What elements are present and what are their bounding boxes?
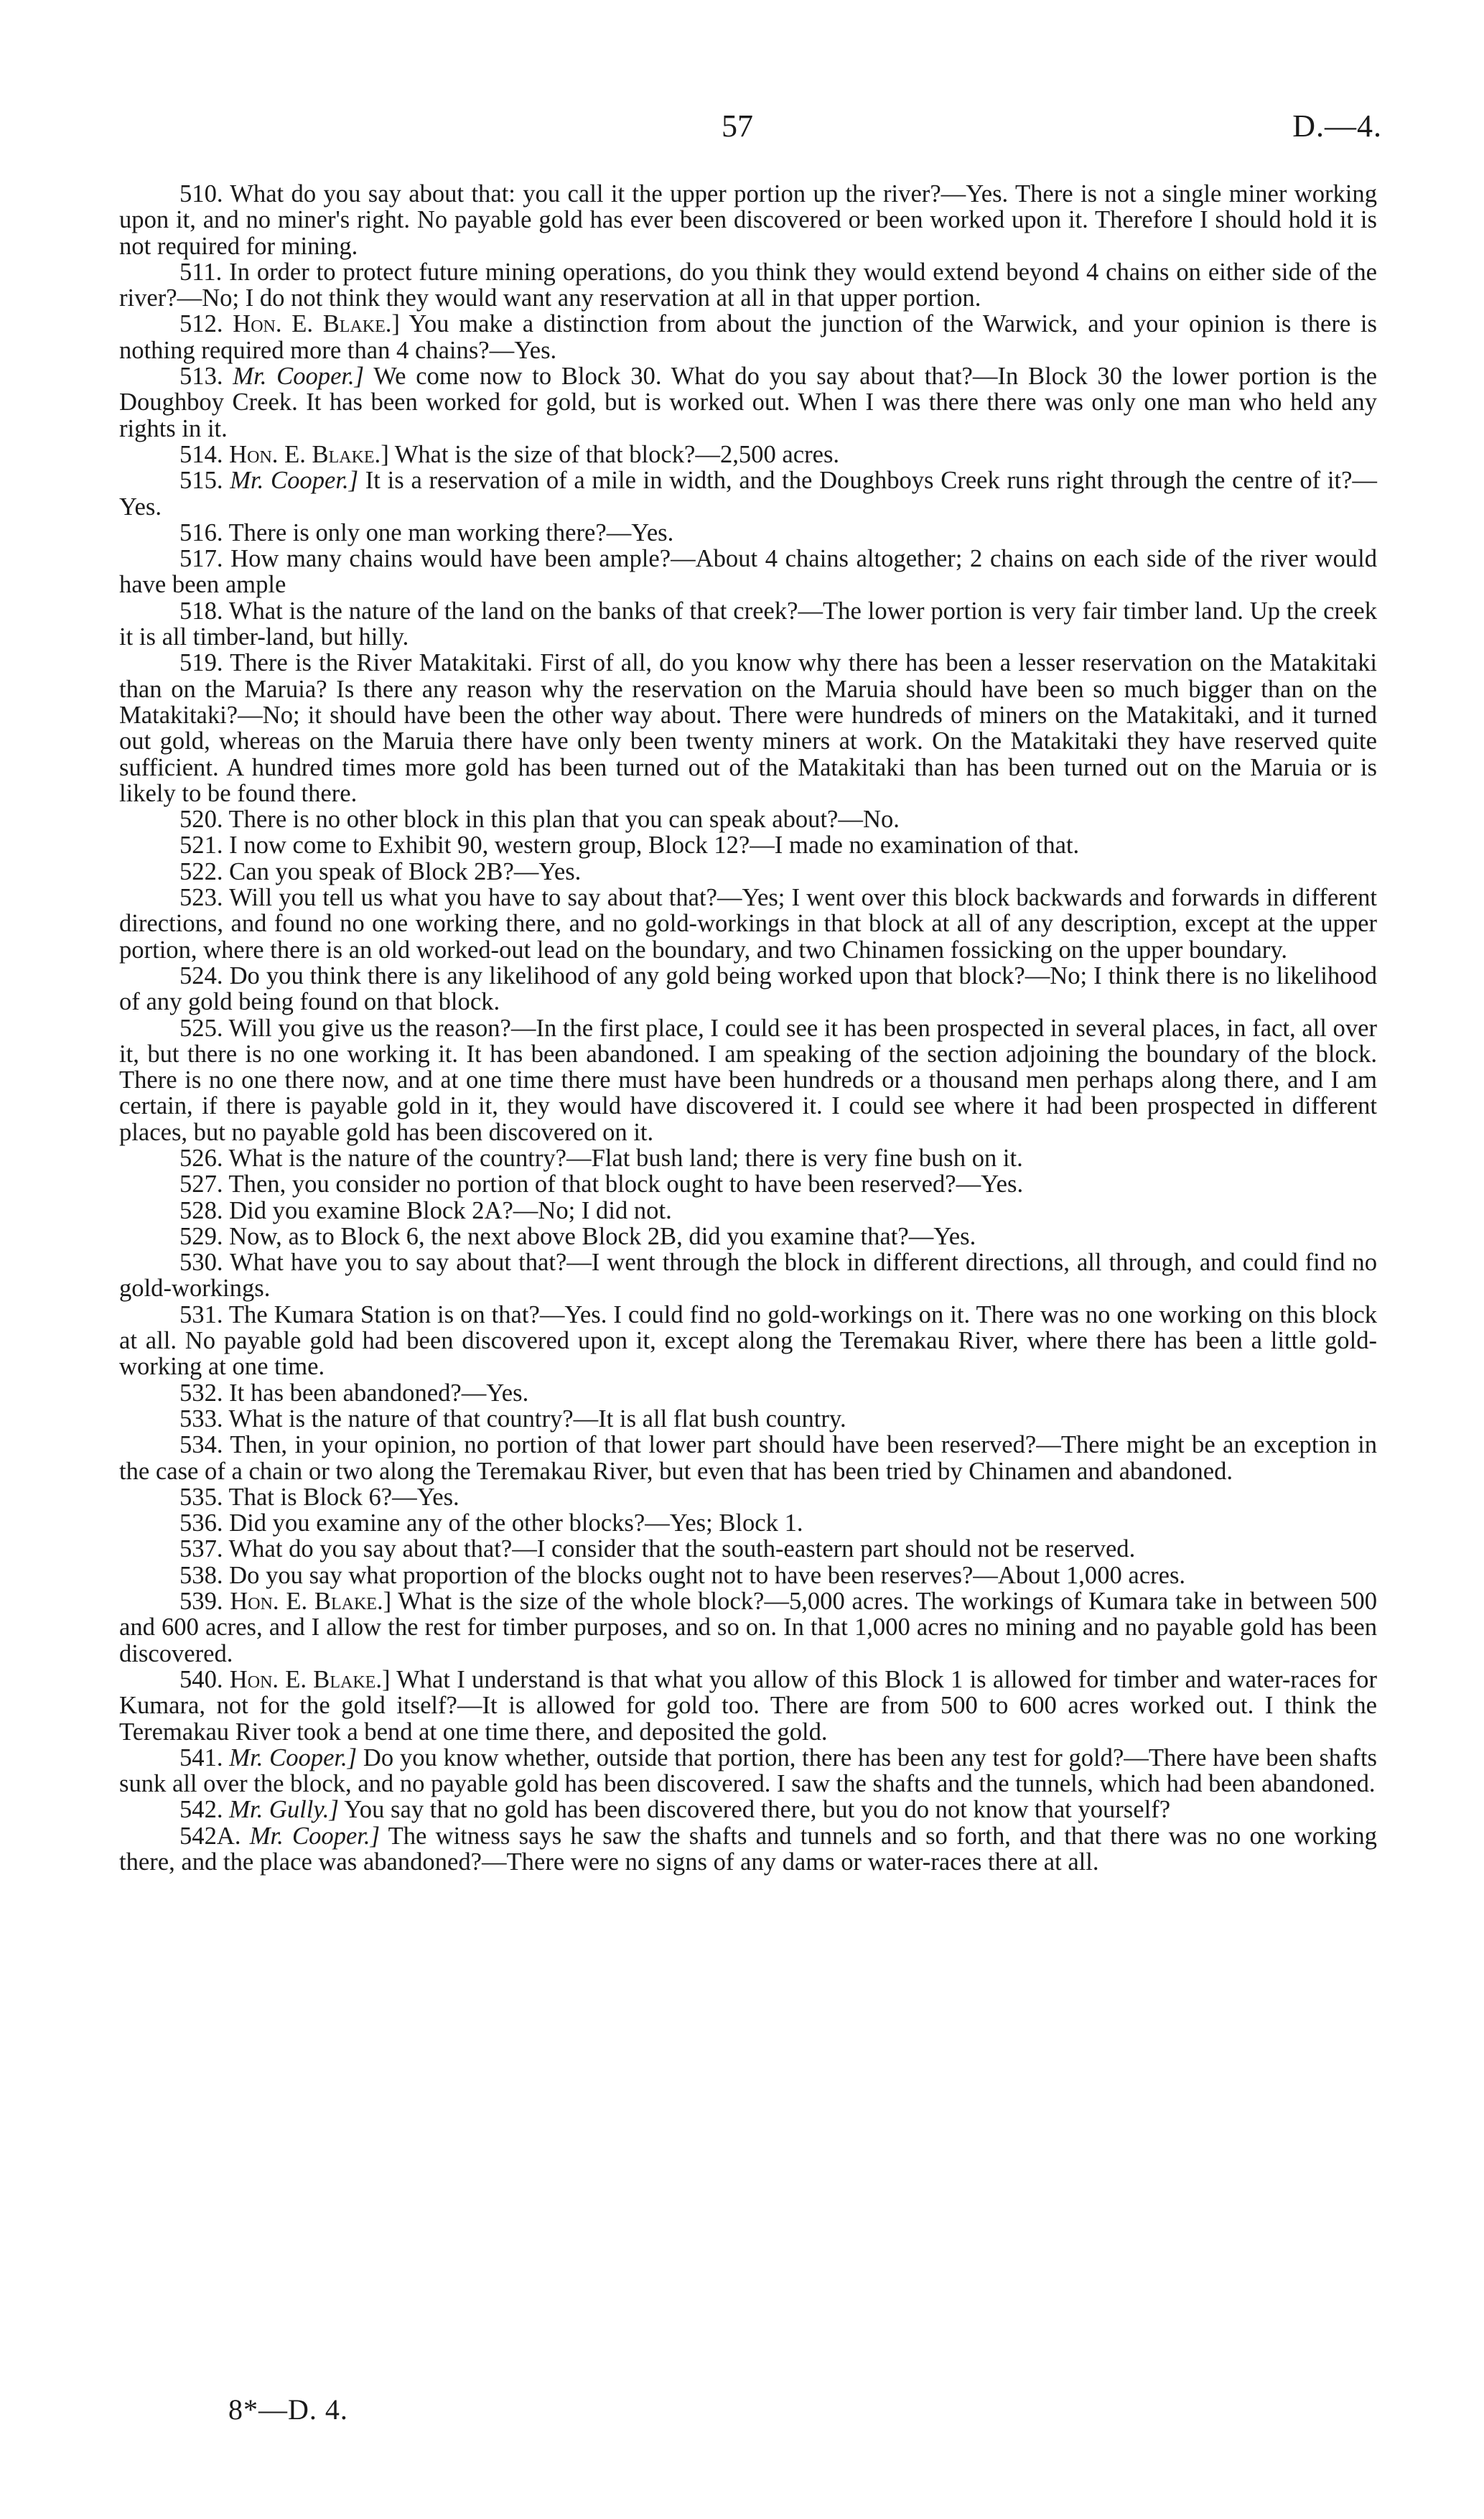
- question-text: What do you say about that: you call it the upper portion up the river?—Yes. There is not a single miner working upon it, and no miner's right. No payable gold has ever been discovered or been worked upon it. Therefore I should hold it is not required for mining.: [119, 180, 1377, 260]
- question-number: 521.: [179, 832, 223, 860]
- speaker-label: Mr. Cooper.]: [229, 1743, 358, 1771]
- question-paragraph: [119, 546, 1377, 598]
- speaker-label: Hon. E. Blake.]: [229, 1665, 391, 1693]
- question-paragraph: [119, 311, 1377, 363]
- speaker-label: Mr. Cooper.]: [230, 467, 359, 495]
- question-text: What is the size of the whole block?—5,000 acres. The workings of Kumara take in between 500 and 600 acres, and I allow the rest for timber purposes, and so on. In that 1,000 acres no mining and no payable gold has been discovered.: [119, 1588, 1377, 1667]
- question-number: 539.: [179, 1588, 223, 1616]
- question-number: 518.: [179, 597, 223, 625]
- question-number: 524.: [179, 961, 223, 990]
- question-number: 514.: [179, 440, 223, 468]
- speaker-label: Mr. Gully.]: [229, 1796, 339, 1824]
- question-text: Then, you consider no portion of that block ought to have been reserved?—Yes.: [228, 1170, 1024, 1198]
- question-text: Did you examine Block 2A?—No; I did not.: [229, 1196, 672, 1224]
- question-paragraph: [119, 1797, 1377, 1822]
- question-paragraph: [119, 1667, 1377, 1745]
- question-number: 516.: [179, 518, 223, 546]
- question-number: 523.: [179, 884, 223, 912]
- question-number: 527.: [179, 1170, 223, 1198]
- question-paragraph: [119, 832, 1377, 858]
- question-paragraph: [119, 259, 1377, 312]
- question-number: 536.: [179, 1509, 223, 1537]
- question-text: We come now to Block 30. What do you say about that?—In Block 30 the lower portion is the Doughboy Creek. It has been worked for gold, but is worked out. When I was there there was only one man who held any rights in it.: [119, 363, 1377, 442]
- question-paragraph: [119, 1380, 1377, 1406]
- question-number: 541.: [179, 1743, 223, 1771]
- question-number: 542.: [179, 1796, 223, 1824]
- signature-mark: 8*—D. 4.: [228, 2393, 348, 2426]
- question-paragraph: [119, 1484, 1377, 1510]
- question-paragraph: [119, 520, 1377, 546]
- question-text: Do you know whether, outside that portion, there has been any test for gold?—There have been shafts sunk all over the block, and no payable gold has been discovered. I saw the shafts and the tunnels, which had been abandoned.: [119, 1743, 1378, 1798]
- question-number: 526.: [179, 1144, 223, 1172]
- question-text: Will you tell us what you have to say about that?—Yes; I went over this block backwards and forwards in different directions, and found no one working there, and no gold-workings in that block at all of any description, except at the upper portion, where there is an old worked-out lead on the boundary, and two Chinamen fossicking on the upper boundary.: [119, 884, 1377, 964]
- question-text: You say that no gold has been discovered there, but you do not know that yourself?: [344, 1796, 1171, 1824]
- question-number: 537.: [179, 1535, 223, 1563]
- question-number: 520.: [179, 806, 223, 834]
- question-paragraph: [119, 1588, 1377, 1667]
- question-paragraph: [119, 859, 1377, 885]
- question-paragraph: [119, 181, 1377, 259]
- question-number: 531.: [179, 1300, 223, 1328]
- question-paragraph: [119, 1249, 1377, 1302]
- question-number: 532.: [179, 1379, 223, 1407]
- question-number: 517.: [179, 545, 223, 573]
- question-paragraph: [119, 467, 1377, 520]
- question-text: I now come to Exhibit 90, western group, Block 12?—I made no examination of that.: [229, 832, 1080, 860]
- question-number: 535.: [179, 1483, 223, 1511]
- question-number: 525.: [179, 1014, 223, 1042]
- question-text: You make a distinction from about the junction of the Warwick, and your opinion is there is nothing required more than 4 chains?—Yes.: [119, 310, 1377, 364]
- question-paragraph: [119, 1510, 1377, 1536]
- question-text: What is the nature of the land on the banks of that creek?—The lower portion is very fair timber land. Up the creek it is all timber-land, but hilly.: [119, 597, 1377, 651]
- question-paragraph: [119, 885, 1377, 963]
- question-number: 515.: [179, 467, 223, 495]
- question-number: 513.: [179, 363, 223, 391]
- question-number: 540.: [179, 1665, 223, 1693]
- question-text: The Kumara Station is on that?—Yes. I could find no gold-workings on it. There was no one working on this block at all. No payable gold had been discovered upon it, except along the Teremakau River, where there has been a little gold-working at one time.: [119, 1300, 1377, 1381]
- question-number: 542A.: [179, 1822, 241, 1850]
- question-number: 510.: [179, 180, 223, 208]
- question-number: 512.: [179, 310, 223, 338]
- question-text: The witness says he saw the shafts and tunnels and so forth, and that there was no one working there, and the place was abandoned?—There were no signs of any dams or water-races there at all.: [119, 1822, 1377, 1876]
- question-text: Then, in your opinion, no portion of that lower part should have been reserved?—There might be an exception in the case of a chain or two along the Teremakau River, but even that has been tried by Chinamen and abandoned.: [119, 1431, 1377, 1485]
- question-text: There is only one man working there?—Yes.: [228, 518, 674, 546]
- question-text: What is the size of that block?—2,500 acres.: [394, 440, 840, 468]
- question-text: It has been abandoned?—Yes.: [229, 1379, 529, 1407]
- question-text: Will you give us the reason?—In the first place, I could see it has been prospected in several places, in fact, all over it, but there is no one working it. It has been abandoned. I am speaking of the section adjoining the boundary of the block. There is no one there now, and at one time there must have been hundreds or a thousand men perhaps along there, and I am certain, if there is payable gold in it, they would have discovered it. I could see where it had been prospected in different places, but no payable gold has been discovered on it.: [119, 1014, 1377, 1146]
- question-text: In order to protect future mining operations, do you think they would extend beyond 4 chains on either side of the river?—No; I do not think they would want any reservation at all in that upper portion.: [119, 258, 1377, 312]
- question-number: 529.: [179, 1222, 223, 1250]
- document-reference: D.—4.: [1292, 108, 1382, 144]
- question-paragraph: [119, 1198, 1377, 1224]
- question-text: Now, as to Block 6, the next above Block 2B, did you examine that?—Yes.: [229, 1222, 976, 1250]
- question-paragraph: [119, 1302, 1377, 1380]
- question-paragraph: [119, 650, 1377, 806]
- question-number: 533.: [179, 1405, 223, 1433]
- body-text: [119, 181, 1377, 1875]
- question-number: 538.: [179, 1561, 223, 1589]
- question-number: 511.: [179, 258, 223, 286]
- question-paragraph: [119, 598, 1377, 651]
- question-number: 528.: [179, 1196, 223, 1224]
- page-header: [0, 108, 1484, 158]
- question-paragraph: [119, 1823, 1377, 1876]
- question-text: It is a reservation of a mile in width, and the Doughboys Creek runs right through the centre of it?—Yes.: [119, 467, 1377, 521]
- question-paragraph: [119, 1536, 1377, 1562]
- question-text: There is no other block in this plan that you can speak about?—No.: [228, 806, 900, 834]
- speaker-label: Hon. E. Blake.]: [233, 310, 400, 338]
- question-paragraph: [119, 442, 1377, 467]
- question-text: What have you to say about that?—I went through the block in different directions, all through, and could find no gold-workings.: [119, 1249, 1377, 1303]
- question-number: 530.: [179, 1249, 223, 1277]
- question-paragraph: [119, 1145, 1377, 1171]
- question-paragraph: [119, 1432, 1377, 1484]
- question-paragraph: [119, 1563, 1377, 1588]
- speaker-label: Mr. Cooper.]: [249, 1822, 381, 1850]
- question-paragraph: [119, 806, 1377, 832]
- speaker-label: Mr. Cooper.]: [233, 363, 365, 391]
- speaker-label: Hon. E. Blake.]: [229, 440, 389, 468]
- question-paragraph: [119, 1171, 1377, 1197]
- question-text: What is the nature of the country?—Flat bush land; there is very fine bush on it.: [228, 1144, 1023, 1172]
- question-text: That is Block 6?—Yes.: [228, 1483, 459, 1511]
- question-text: Do you say what proportion of the blocks ought not to have been reserves?—About 1,000 acres.: [229, 1561, 1186, 1589]
- question-text: What do you say about that?—I consider that the south-eastern part should not be reserved.: [228, 1535, 1136, 1563]
- question-paragraph: [119, 1015, 1377, 1145]
- speaker-label: Hon. E. Blake.]: [230, 1588, 392, 1616]
- question-text: What I understand is that what you allow of this Block 1 is allowed for timber and water-races for Kumara, not for the gold itself?—It is allowed for gold too. There are from 500 to 600 acres worked out. I think the Teremakau River took a bend at one time there, and deposited the gold.: [119, 1665, 1377, 1746]
- question-text: Do you think there is any likelihood of any gold being worked upon that block?—No; I think there is no likelihood of any gold being found on that block.: [119, 961, 1377, 1016]
- question-text: What is the nature of that country?—It is all flat bush country.: [228, 1405, 846, 1433]
- question-paragraph: [119, 1406, 1377, 1432]
- question-paragraph: [119, 363, 1377, 442]
- question-text: Can you speak of Block 2B?—Yes.: [229, 857, 582, 885]
- page-number: 57: [722, 108, 753, 144]
- question-text: Did you examine any of the other blocks?—Yes; Block 1.: [229, 1509, 803, 1537]
- question-number: 519.: [179, 649, 223, 677]
- question-number: 522.: [179, 857, 223, 885]
- question-paragraph: [119, 1745, 1377, 1797]
- question-paragraph: [119, 1224, 1377, 1249]
- question-text: How many chains would have been ample?—About 4 chains altogether; 2 chains on each side of the river would have been ample: [119, 545, 1377, 599]
- question-paragraph: [119, 963, 1377, 1015]
- question-number: 534.: [179, 1431, 223, 1459]
- question-text: There is the River Matakitaki. First of all, do you know why there has been a lesser reservation on the Matakitaki than on the Maruia? Is there any reason why the reservation on the Maruia should have been so much bigger than on the Matakitaki?—No; it should have been the other way about. There were hundreds of miners on the Matakitaki, and it turned out gold, whereas on the Maruia there have only been twenty miners at work. On the Matakitaki they have reserved quite sufficient. A hundred times more gold has been turned out of the Matakitaki than has been turned out on the Maruia or is likely to be found there.: [119, 649, 1377, 807]
